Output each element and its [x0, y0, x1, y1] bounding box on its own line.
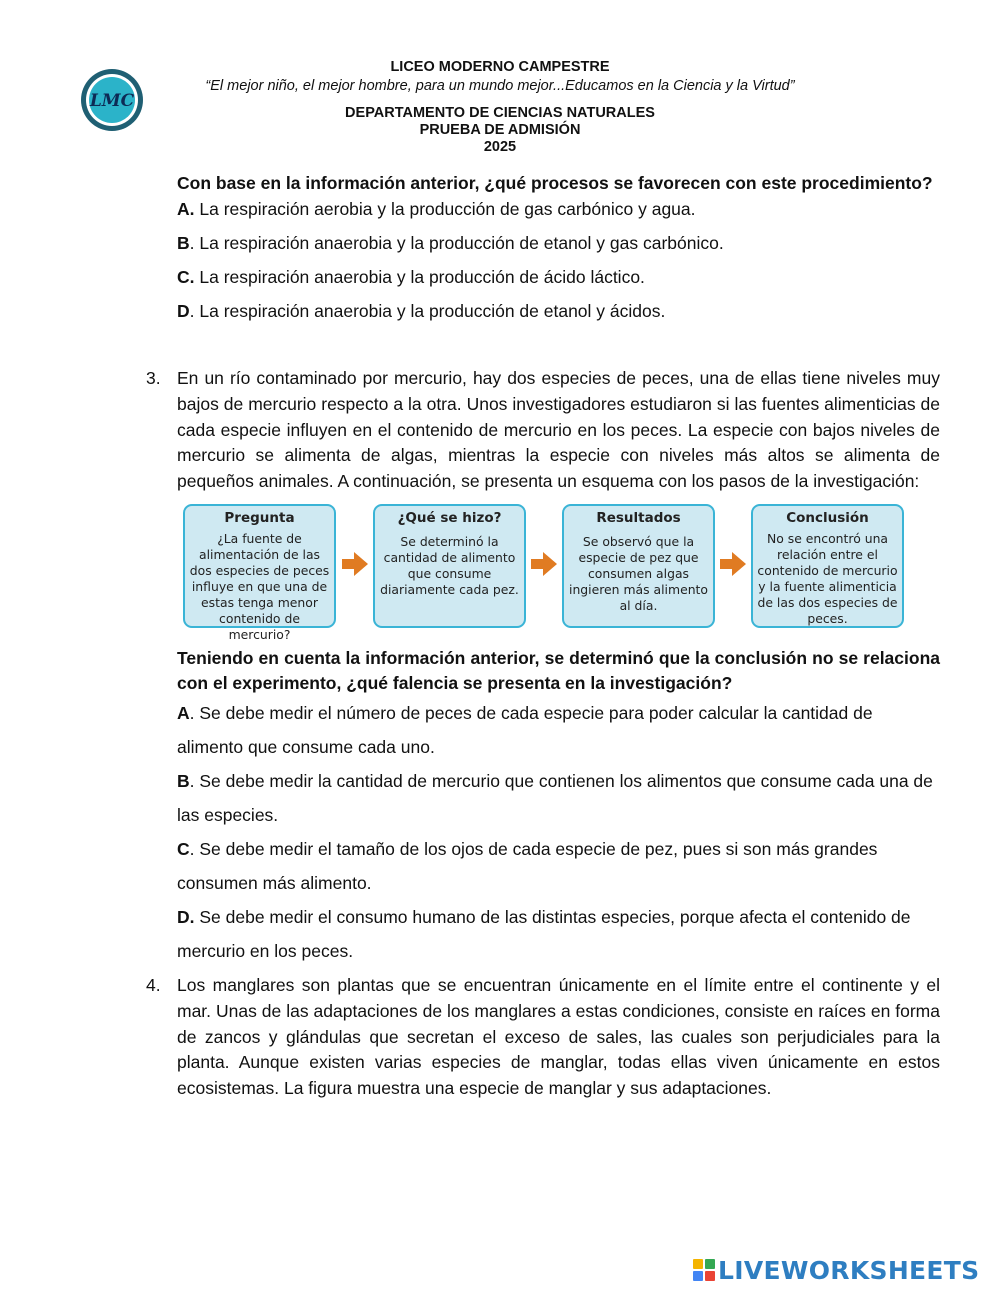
- q4-number: 4.: [146, 974, 161, 995]
- q3-option-b: B. Se debe medir la cantidad de mercurio que contienen los alimentos que consume cada una de las especies.: [177, 770, 933, 825]
- q2-option-c: C. La respiración anaerobia y la producción de ácido láctico.: [177, 267, 645, 287]
- diagram-box-body: ¿La fuente de alimentación de las dos especies de peces influye en que una de estas tenga menor contenido de mercurio?: [189, 530, 330, 642]
- diagram-box-body: Se determinó la cantidad de alimento que consume diariamente cada pez.: [380, 533, 519, 597]
- school-name: LICEO MODERNO CAMPESTRE: [390, 59, 610, 75]
- q3-option-c: C. Se debe medir el tamaño de los ojos de cada especie de pez, pues si son más grandes consumen más alimento.: [177, 838, 878, 893]
- q3-option-d: D. Se debe medir el consumo humano de las distintas especies, porque afecta el contenido de mercurio en los peces.: [177, 906, 911, 961]
- test-title: PRUEBA DE ADMISIÓN: [419, 122, 581, 138]
- liveworksheets-logo: [693, 1253, 979, 1287]
- logo-text: LMC: [89, 91, 135, 111]
- school-motto: “El mejor niño, el mejor hombre, para un mundo mejor...Educamos en la Ciencia y la Virtud”: [205, 78, 795, 94]
- diagram-box-title: ¿Qué se hizo?: [397, 509, 502, 526]
- q3-number: 3.: [146, 368, 161, 388]
- diagram-box-conclusion: [751, 504, 904, 628]
- arrow-right-icon: [720, 551, 746, 577]
- test-year: 2025: [483, 139, 517, 155]
- q3-statement: 3. En un río contaminado por mercurio, hay dos especies de peces, una de ellas tiene niveles muy bajos de mercurio respecto a la otra. Unos investigadores estudiaron si las fuentes alimenticias de cada especie influyen en el contenido de mercurio en los peces. La especie con bajos niveles de mercurio se alimenta de algas, mientras la especie con niveles más altos se alimenta de pequeños animales. A continuación, se presenta un esquema con los pasos de la investigación:: [146, 368, 940, 492]
- q2-option-b: B. La respiración anaerobia y la producción de etanol y gas carbónico.: [177, 233, 724, 253]
- diagram-box-method: [373, 504, 526, 628]
- investigation-diagram: [183, 504, 908, 642]
- q3-question: Teniendo en cuenta la información anterior, se determinó que la conclusión no se relaciona con el experimento, ¿qué falencia se presenta en la investigación?: [177, 647, 940, 693]
- q4-statement: 4. Los manglares son plantas que se encuentran únicamente en el límite entre el continente y el mar. Unas de las adaptaciones de los manglares a estas condiciones, consiste en raíces en forma de zancos y glándulas que secretan el exceso de sales, las cuales son perjudiciales para la planta. Aunque existen varias especies de manglar, todas ellas viven únicamente en estos ecosistemas. La figura muestra una especie de manglar y sus adaptaciones.: [146, 974, 940, 1099]
- diagram-box-title: Conclusión: [786, 509, 869, 526]
- arrow-right-icon: [531, 551, 557, 577]
- diagram-box-title: Resultados: [596, 509, 681, 526]
- department-name: DEPARTAMENTO DE CIENCIAS NATURALES: [345, 105, 655, 121]
- diagram-box-results: [562, 504, 715, 628]
- document-header: [0, 58, 1000, 156]
- diagram-box-question: [183, 504, 336, 642]
- diagram-box-body: Se observó que la especie de pez que consumen algas ingieren más alimento al día.: [569, 533, 708, 613]
- diagram-box-body: No se encontró una relación entre el contenido de mercurio y la fuente alimenticia de las dos especies de peces.: [757, 530, 898, 626]
- q2-option-d: D. La respiración anaerobia y la producción de etanol y ácidos.: [177, 301, 666, 321]
- liveworksheets-brand: LIVEWORKSHEETS: [718, 1255, 980, 1285]
- q2-option-a: A. La respiración aerobia y la producción de gas carbónico y agua.: [177, 199, 696, 219]
- q3-option-a: A. Se debe medir el número de peces de cada especie para poder calcular la cantidad de alimento que consume cada uno.: [177, 702, 873, 757]
- arrow-right-icon: [342, 551, 368, 577]
- liveworksheets-mark-icon: [693, 1259, 715, 1281]
- diagram-box-title: Pregunta: [224, 509, 295, 526]
- q2-question: Con base en la información anterior, ¿qué procesos se favorecen con este procedimiento?: [177, 173, 933, 193]
- worksheet-content: [146, 171, 940, 1102]
